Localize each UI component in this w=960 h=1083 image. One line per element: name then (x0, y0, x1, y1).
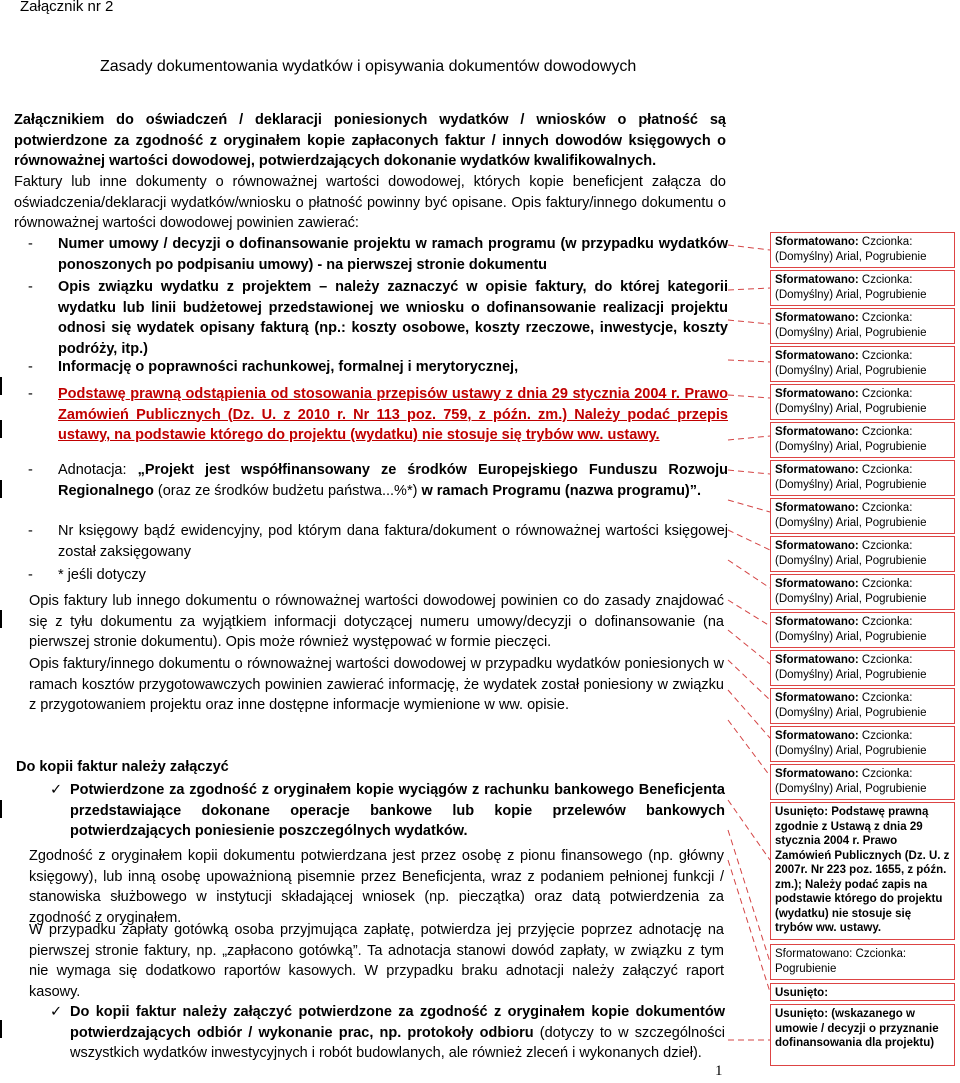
paragraph-cash-payment: W przypadku zapłaty gotówką osoba przyjmująca zapłatę, potwierdza jej przyjęcie poprzez adnotację na pierwszej stronie faktury, np. „zapłacono gotówką”. Ta adnotacja stanowi dowód zapłaty, w związku z tym nie wymaga się dodatkowo raportów kasowych. W przypadku braku adnotacji należy załączyć raport kasowy. (29, 922, 724, 1000)
item-correctness-info: Informację o poprawności rachunkowej, formalnej i merytorycznej, (58, 359, 519, 375)
dash-bullet: - (28, 236, 33, 252)
format-comment[interactable]: Sformatowano: Czcionka: (Domyślny) Arial, Pogrubienie (770, 422, 955, 458)
format-comment[interactable]: Sformatowano: Czcionka: Pogrubienie (770, 944, 955, 980)
item-accounting-number: Nr księgowy bądź ewidencyjny, pod którym dana faktura/dokument o równoważnej wartości księgowej został zaksięgowany (58, 523, 728, 560)
format-comment[interactable]: Sformatowano: Czcionka: (Domyślny) Arial, Pogrubienie (770, 726, 955, 762)
dash-bullet: - (28, 386, 33, 402)
item-if-applicable: * jeśli dotyczy (58, 567, 146, 583)
format-comment[interactable]: Sformatowano: Czcionka: (Domyślny) Arial, Pogrubienie (770, 650, 955, 686)
item-legal-basis: Podstawę prawną odstąpienia od stosowania przepisów ustawy z dnia 29 stycznia 2004 r. Prawo Zamówień Publicznych (Dz. U. z 2010 r. Nr 113 poz. 759, z późn. zm.) Należy podać przepis ustawy, na podstawie którego do projektu (wydatku) nie stosuje się trybów ww. ustawy. (58, 386, 728, 443)
paragraph-certification: Zgodność z oryginałem kopii dokumentu potwierdzana jest przez osobę z pionu finansowego (np. główny księgowy), lub inną osobę upoważnioną pisemnie przez Beneficjenta, wraz z podaniem pełnionej funkcji / stanowiska służbowego w instytucji składającej wniosek (np. pieczątka) oraz datą potwierdzenia za zgodność z oryginałem. (29, 848, 724, 926)
section-heading: Do kopii faktur należy załączyć (16, 759, 229, 775)
checkmark-icon: ✓ (50, 1004, 63, 1020)
check-bank-statements: Potwierdzone za zgodność z oryginałem kopie wyciągów z rachunku bankowego Beneficjenta przedstawiające dokonane operacje bankowe lub kopie przelewów bankowych potwierdzających poniesienie poszczególnych wydatków. (70, 782, 725, 839)
dash-bullet: - (28, 567, 33, 583)
check-acceptance-protocols: Do kopii faktur należy załączyć potwierdzone za zgodność z oryginałem kopie dokumentów potwierdzających odbiór / wykonanie prac, np. protokoły odbioru (dotyczy to w szczególności wszystkich wydatków inwestycyjnych i robót budowlanych, ale również zleceń i wykonanych dzieł). (70, 1004, 725, 1061)
dash-bullet: - (28, 279, 33, 295)
format-comment[interactable]: Sformatowano: Czcionka: (Domyślny) Arial, Pogrubienie (770, 574, 955, 610)
paragraph-description-location: Opis faktury lub innego dokumentu o równoważnej wartości dowodowej powinien co do zasady znajdować się z tyłu dokumentu za wyjątkiem informacji dotyczącej numeru umowy/decyzji o dofinansowanie (na pierwszej stronie dokumentu). Opis może również występować w formie pieczęci. (29, 593, 724, 650)
intro-bold-paragraph: Załącznikiem do oświadczeń / deklaracji poniesionych wydatków / wniosków o płatność są potwierdzone za zgodność z oryginałem kopie zapłaconych faktur / innych dowodów księgowych o równoważnej wartości dowodowej, potwierdzających dokonanie wydatków kwalifikowalnych. (14, 112, 726, 169)
intro-paragraph: Faktury lub inne dokumenty o równoważnej wartości dowodowej, których kopie beneficjent załącza do oświadczenia/deklaracji wydatków/wniosku o płatność powinny być opisane. Opis faktury/innego dokumentu o równoważnej wartości dowodowej powinien zawierać: (14, 174, 726, 231)
dash-bullet: - (28, 462, 33, 478)
page-number: 1 (715, 1063, 723, 1079)
format-comment[interactable]: Sformatowano: Czcionka: (Domyślny) Arial, Pogrubienie (770, 764, 955, 800)
dash-bullet: - (28, 359, 33, 375)
deletion-comment[interactable]: Usunięto: (770, 983, 955, 1001)
format-comment[interactable]: Sformatowano: Czcionka: (Domyślny) Arial, Pogrubienie (770, 384, 955, 420)
item-annotation: Adnotacja: „Projekt jest współfinansowany ze środków Europejskiego Funduszu Rozwoju Regionalnego (oraz ze środków budżetu państwa...%*) w ramach Programu (nazwa programu)”. (58, 462, 728, 499)
format-comment[interactable]: Sformatowano: Czcionka: (Domyślny) Arial, Pogrubienie (770, 688, 955, 724)
format-comment[interactable]: Sformatowano: Czcionka: (Domyślny) Arial, Pogrubienie (770, 346, 955, 382)
paragraph-preparatory-costs: Opis faktury/innego dokumentu o równoważnej wartości dowodowej w przypadku wydatków poniesionych w ramach kosztów przygotowawczych powinien zawierać informację, że wydatek został poniesiony w związku z przygotowaniem projektu oraz inne dostępne informacje wymienione w ww. opisie. (29, 656, 724, 713)
deletion-comment[interactable]: Usunięto: Podstawę prawną zgodnie z Ustawą z dnia 29 stycznia 2004 r. Prawo Zamówień Publicznych (Dz. U. z 2007r. Nr 223 poz. 1655, z późn. zm.); Należy podać zapis na podstawie którego do projektu (wydatku) nie stosuje się trybów ww. ustawy. (770, 802, 955, 940)
item-expense-relation: Opis związku wydatku z projektem – należy zaznaczyć w opisie faktury, do której kategorii wydatku lub linii budżetowej przedstawionej we wniosku o dofinansowanie realizacji projektu odnosi się wydatek opisany fakturą (np.: koszty osobowe, koszty rzeczowe, inwestycje, koszty podróży, itp.) (58, 279, 728, 357)
format-comment[interactable]: Sformatowano: Czcionka: (Domyślny) Arial, Pogrubienie (770, 460, 955, 496)
format-comment[interactable]: Sformatowano: Czcionka: (Domyślny) Arial, Pogrubienie (770, 308, 955, 344)
format-comment[interactable]: Sformatowano: Czcionka: (Domyślny) Arial, Pogrubienie (770, 232, 955, 268)
deletion-comment[interactable]: Usunięto: (wskazanego w umowie / decyzji o przyznanie dofinansowania dla projektu) (770, 1004, 955, 1066)
attachment-label: Załącznik nr 2 (20, 0, 114, 15)
format-comment[interactable]: Sformatowano: Czcionka: (Domyślny) Arial, Pogrubienie (770, 498, 955, 534)
item-contract-number: Numer umowy / decyzji o dofinansowanie projektu w ramach programu (w przypadku wydatków ponoszonych po podpisaniu umowy) - na pierwszej stronie dokumentu (58, 236, 728, 273)
document-title: Zasady dokumentowania wydatków i opisywania dokumentów dowodowych (100, 58, 637, 75)
format-comment[interactable]: Sformatowano: Czcionka: (Domyślny) Arial, Pogrubienie (770, 270, 955, 306)
checkmark-icon: ✓ (50, 782, 63, 798)
format-comment[interactable]: Sformatowano: Czcionka: (Domyślny) Arial, Pogrubienie (770, 536, 955, 572)
format-comment[interactable]: Sformatowano: Czcionka: (Domyślny) Arial, Pogrubienie (770, 612, 955, 648)
dash-bullet: - (28, 523, 33, 539)
